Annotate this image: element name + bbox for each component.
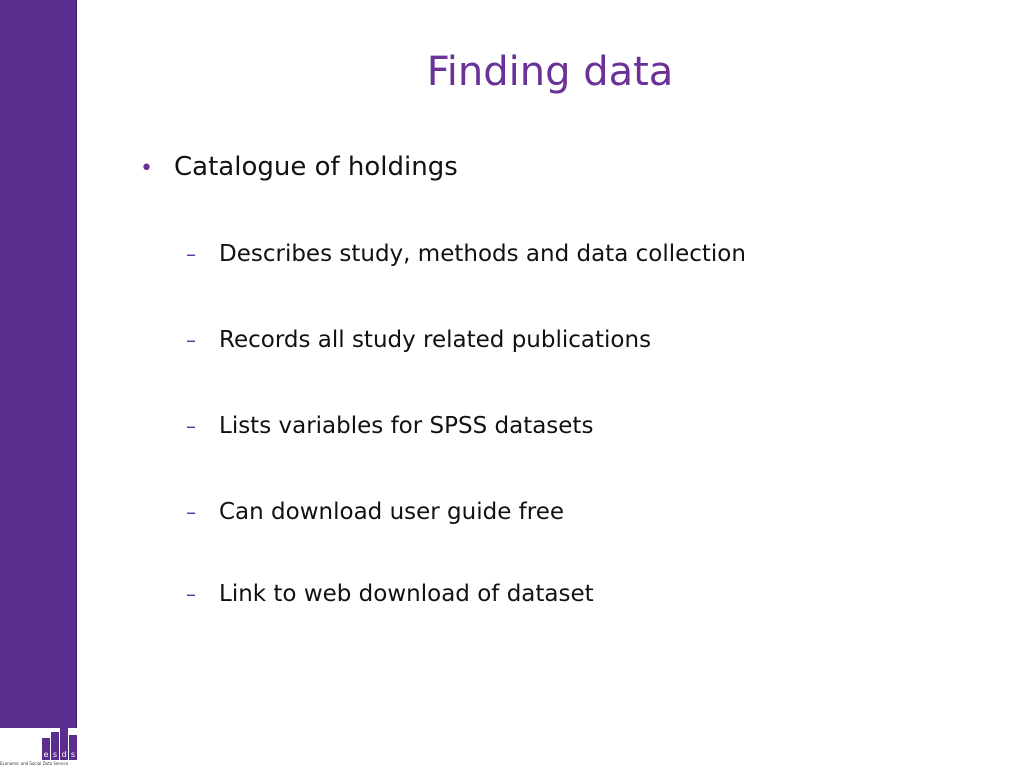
sub-item-text: Link to web download of dataset bbox=[219, 581, 594, 607]
dash-icon: – bbox=[186, 242, 196, 266]
svg-text:s: s bbox=[70, 750, 76, 759]
sub-item bbox=[186, 325, 651, 355]
dash-icon: – bbox=[186, 328, 196, 352]
dash-icon: – bbox=[186, 582, 196, 606]
sub-item-text: Describes study, methods and data collection bbox=[219, 241, 746, 267]
slide-title: Finding data bbox=[426, 49, 674, 95]
esds-logo bbox=[0, 728, 80, 768]
svg-text:s: s bbox=[52, 750, 58, 759]
bullet-text: Catalogue of holdings bbox=[174, 152, 458, 182]
dash-icon: – bbox=[186, 414, 196, 438]
sub-item bbox=[186, 579, 594, 609]
sub-item-text: Lists variables for SPSS datasets bbox=[219, 413, 594, 439]
side-bar bbox=[0, 0, 77, 768]
sub-item bbox=[186, 411, 593, 441]
logo-caption: Economic and Social Data Service bbox=[0, 761, 69, 766]
sub-item-text: Records all study related publications bbox=[219, 327, 652, 353]
svg-text:d: d bbox=[61, 750, 67, 759]
bullet-item bbox=[140, 150, 458, 186]
esds-logo-icon bbox=[42, 728, 78, 760]
svg-text:e: e bbox=[43, 750, 49, 759]
sub-item-text: Can download user guide free bbox=[219, 499, 565, 525]
bullet-dot-icon: • bbox=[140, 156, 153, 181]
sub-item bbox=[186, 497, 564, 527]
sub-item bbox=[186, 239, 746, 269]
dash-icon: – bbox=[186, 500, 196, 524]
